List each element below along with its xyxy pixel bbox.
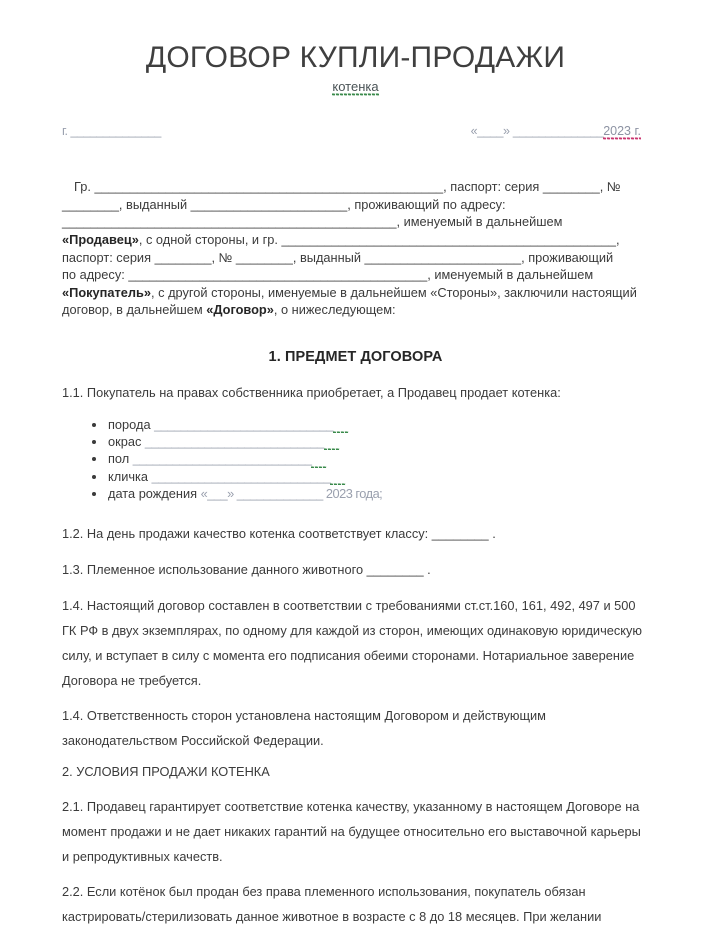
kitten-color-label: окрас xyxy=(108,433,142,449)
parties-line-1: Гр. _________________________________________________, паспорт: серия ________, № xyxy=(74,179,621,195)
grammar-squiggle-icon xyxy=(330,478,346,485)
day-blank[interactable]: ____ xyxy=(477,124,503,139)
parties-line-2: ________, выданный ______________________, проживающий по адресу: xyxy=(62,196,506,212)
parties-line-5: паспорт: серия ________, № ________, выданный ______________________, проживающий xyxy=(62,249,614,265)
section-2-heading: 2. УСЛОВИЯ ПРОДАЖИ КОТЕНКА xyxy=(62,763,270,779)
contract-term: «Договор» xyxy=(206,302,274,318)
kitten-nickname-label: кличка xyxy=(108,468,149,484)
grammar-squiggle-icon xyxy=(333,426,349,433)
kitten-birthdate-rule[interactable]: «___» _____________ 2023 года; xyxy=(200,486,383,502)
bullet-dot-icon xyxy=(92,475,96,479)
clause-2-2: 2.2. Если котёнок был продан без права племенного использования, покупатель обязан кастрировать/стерилизовать данное животное в возрасте с 8 до 18 месяцев. При желании xyxy=(62,884,602,925)
bullet-dot-icon xyxy=(92,440,96,444)
list-item xyxy=(92,485,649,502)
spacer xyxy=(62,365,649,384)
section-1-heading: 1. ПРЕДМЕТ ДОГОВОРА xyxy=(268,348,443,365)
kitten-birthdate-label: дата рождения xyxy=(108,486,198,502)
document-subtitle: котенка xyxy=(332,79,378,97)
list-item xyxy=(92,433,649,450)
date-field[interactable] xyxy=(471,122,641,140)
kitten-details-list xyxy=(62,416,649,503)
list-item xyxy=(92,416,649,433)
document-title: ДОГОВОР КУПЛИ-ПРОДАЖИ xyxy=(145,41,566,74)
parties-line-8-post: , о нижеследующем: xyxy=(273,302,396,318)
parties-line-8-pre: договор, в дальнейшем xyxy=(62,302,207,318)
city-date-bar xyxy=(62,122,649,140)
parties-line-6: по адресу: __________________________________________, именуемый в дальнейшем xyxy=(62,267,594,283)
spacer xyxy=(62,693,649,703)
spacer xyxy=(62,542,649,561)
year-value: 2023 г. xyxy=(603,124,641,139)
kitten-color-rule[interactable]: ___________________________ xyxy=(144,433,324,449)
clause-1-3: 1.3. Племенное использование данного животного ________ . xyxy=(62,562,431,578)
clause-1-4-a: 1.4. Настоящий договор составлен в соответствии с требованиями ст.ст.160, 161, 492, 497 и 500 ГК РФ в двух экземплярах, по одному для каждой из сторон, имеющих одинаковую юридическую силу, и вступает в силу с момента его подписания обеими сторонами. Нотариальное заверение Договора не требуется. xyxy=(62,597,643,688)
bullet-dot-icon xyxy=(92,457,96,461)
kitten-nickname-rule[interactable]: ___________________________ xyxy=(151,468,331,484)
list-item xyxy=(92,468,649,485)
spacer xyxy=(62,579,649,593)
list-item xyxy=(92,450,649,467)
clause-1-2: 1.2. На день продажи качество котенка соответствует классу: ________ . xyxy=(62,525,496,541)
parties-line-4: , с одной стороны, и гр. _______________________________________________, xyxy=(138,231,620,247)
bullet-dot-icon xyxy=(92,492,96,496)
day-quote-close: » xyxy=(502,124,510,139)
seller-term: «Продавец» xyxy=(62,231,139,247)
month-blank[interactable]: ______________ xyxy=(512,124,604,139)
spacer xyxy=(62,869,649,879)
clause-1-4-b: 1.4. Ответственность сторон установлена настоящим Договором и действующим законодательством Российской Федерации. xyxy=(62,707,546,748)
parties-line-3: _______________________________________________, именуемый в дальнейшем xyxy=(62,214,563,230)
kitten-sex-label: пол xyxy=(108,451,130,467)
buyer-term: «Покупатель» xyxy=(62,284,151,300)
spacer xyxy=(62,753,649,763)
kitten-breed-rule[interactable]: ___________________________ xyxy=(154,416,333,432)
bullet-dot-icon xyxy=(92,423,96,427)
grammar-squiggle-icon xyxy=(324,443,340,450)
day-quote-open: « xyxy=(470,124,478,139)
spacer xyxy=(62,503,649,525)
document-subtitle-row xyxy=(62,78,649,97)
city-field[interactable]: г. ______________ xyxy=(62,124,161,139)
clause-2-1: 2.1. Продавец гарантирует соответствие котенка качеству, указанному в настоящем Договоре на момент продажи и не дает никаких гарантий на будущее относительно его выставочной карьеры и репродуктивных качеств. xyxy=(62,799,641,865)
kitten-sex-rule[interactable]: ___________________________ xyxy=(132,451,312,467)
grammar-squiggle-icon xyxy=(311,461,327,468)
clause-1-1: 1.1. Покупатель на правах собственника приобретает, а Продавец продает котенка: xyxy=(62,384,561,400)
kitten-breed-label: порода xyxy=(108,416,151,432)
parties-paragraph xyxy=(62,178,649,319)
parties-line-7: , с другой стороны, именуемые в дальнейшем «Стороны», заключили настоящий xyxy=(151,284,637,300)
spacer xyxy=(62,780,649,794)
